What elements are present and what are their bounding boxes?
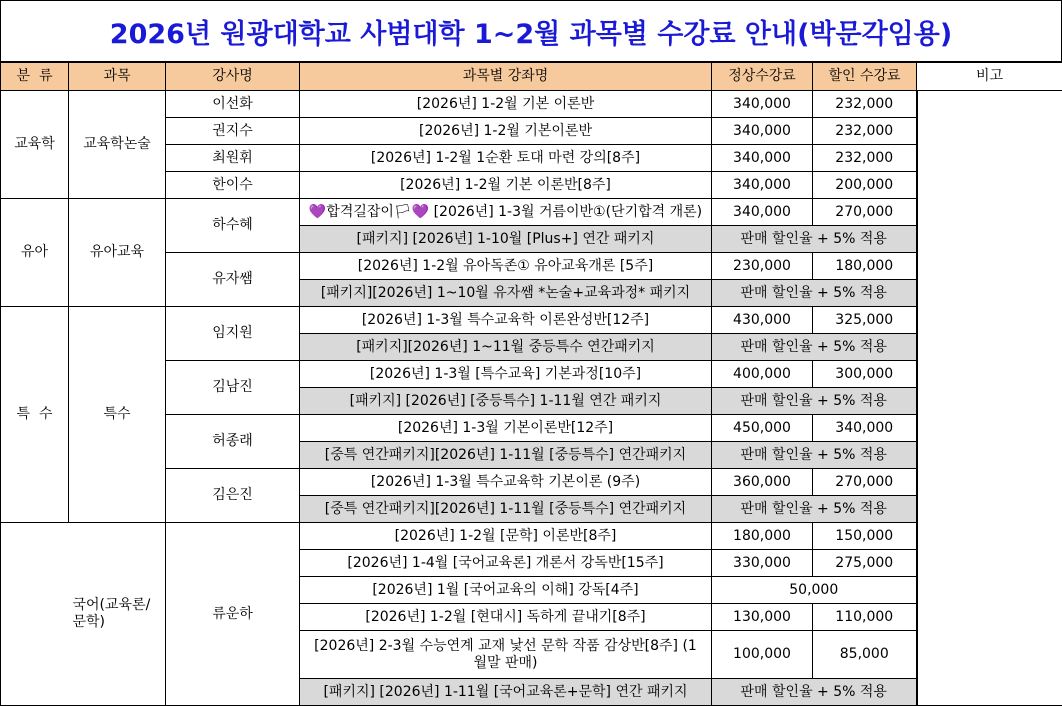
discount-rule-cell: 판매 할인율 + 5% 적용	[712, 226, 917, 253]
discount-fee-cell: 85,000	[813, 631, 917, 679]
instructor-cell: 하수혜	[166, 199, 300, 253]
header-row	[1, 63, 1062, 91]
discount-fee-cell: 232,000	[813, 91, 917, 118]
instructor-cell: 류운하	[166, 523, 300, 706]
category-cell: 특 수	[1, 307, 69, 523]
regular-fee-cell: 430,000	[712, 307, 813, 334]
course-cell: [패키지] [2026년] [중등특수] 1-11월 연간 패키지	[300, 388, 712, 415]
course-cell: [2026년] 1-2월 기본 이론반	[300, 91, 712, 118]
discount-fee-cell: 232,000	[813, 145, 917, 172]
course-cell: [2026년] 1-3월 [특수교육] 기본과정[10주]	[300, 361, 712, 388]
course-cell: [2026년] 1-3월 기본이론반[12주]	[300, 415, 712, 442]
category-cell: 유아	[1, 199, 69, 307]
discount-fee-cell: 300,000	[813, 361, 917, 388]
category-cell	[1, 523, 69, 706]
regular-fee-cell: 340,000	[712, 145, 813, 172]
fee-table	[0, 62, 1062, 706]
table-row	[1, 523, 1062, 550]
discount-rule-cell: 판매 할인율 + 5% 적용	[712, 496, 917, 523]
instructor-cell: 권지수	[166, 118, 300, 145]
subject-cell: 교육학논술	[69, 91, 166, 199]
regular-fee-cell: 340,000	[712, 118, 813, 145]
discount-rule-cell: 판매 할인율 + 5% 적용	[712, 442, 917, 469]
regular-fee-cell: 340,000	[712, 199, 813, 226]
course-cell: [패키지] [2026년] 1-11월 [국어교육론+문학] 연간 패키지	[300, 679, 712, 706]
course-cell: [2026년] 1-2월 [현대시] 독하게 끝내기[8주]	[300, 604, 712, 631]
header-category: 분 류	[1, 63, 69, 91]
course-cell: [중특 연간패키지][2026년] 1-11월 [중등특수] 연간패키지	[300, 496, 712, 523]
discount-fee-cell: 180,000	[813, 253, 917, 280]
table-row	[1, 199, 1062, 226]
course-cell: [2026년] 1-4월 [국어교육론] 개론서 강독반[15주]	[300, 550, 712, 577]
regular-fee-cell: 130,000	[712, 604, 813, 631]
regular-fee-cell: 230,000	[712, 253, 813, 280]
course-cell: [2026년] 2-3월 수능연계 교재 낯선 문학 작품 감상반[8주] (1월말 판매)	[300, 631, 712, 679]
course-cell: [2026년] 1-2월 기본 이론반[8주]	[300, 172, 712, 199]
regular-fee-cell: 450,000	[712, 415, 813, 442]
header-instructor: 강사명	[166, 63, 300, 91]
subject-cell: 국어(교육론/ 문학)	[69, 523, 166, 706]
discount-rule-cell: 판매 할인율 + 5% 적용	[712, 679, 917, 706]
instructor-cell: 김남진	[166, 361, 300, 415]
note-cell	[917, 91, 1062, 706]
instructor-cell: 이선화	[166, 91, 300, 118]
course-cell: [2026년] 1-3월 특수교육학 이론완성반[12주]	[300, 307, 712, 334]
subject-cell: 특수	[69, 307, 166, 523]
instructor-cell: 한이수	[166, 172, 300, 199]
instructor-cell: 임지원	[166, 307, 300, 361]
regular-fee-cell: 330,000	[712, 550, 813, 577]
course-cell: [패키지][2026년] 1~10월 유자쌤 *논술+교육과정* 패키지	[300, 280, 712, 307]
table-row	[1, 91, 1062, 118]
instructor-cell: 허종래	[166, 415, 300, 469]
discount-fee-cell: 270,000	[813, 199, 917, 226]
regular-fee-cell: 340,000	[712, 91, 813, 118]
course-cell: [패키지] [2026년] 1-10월 [Plus+] 연간 패키지	[300, 226, 712, 253]
discount-fee-cell: 200,000	[813, 172, 917, 199]
header-regular-fee: 정상수강료	[712, 63, 813, 91]
course-cell: [2026년] 1월 [국어교육의 이해] 강독[4주]	[300, 577, 712, 604]
header-course: 과목별 강좌명	[300, 63, 712, 91]
table-row	[1, 307, 1062, 334]
discount-fee-cell: 325,000	[813, 307, 917, 334]
fee-cell: 50,000	[712, 577, 917, 604]
course-cell: [중특 연간패키지][2026년] 1-11월 [중등특수] 연간패키지	[300, 442, 712, 469]
discount-fee-cell: 110,000	[813, 604, 917, 631]
discount-fee-cell: 270,000	[813, 469, 917, 496]
course-cell: [2026년] 1-2월 유아독존① 유아교육개론 [5주]	[300, 253, 712, 280]
regular-fee-cell: 400,000	[712, 361, 813, 388]
regular-fee-cell: 340,000	[712, 172, 813, 199]
instructor-cell: 유자쌤	[166, 253, 300, 307]
regular-fee-cell: 360,000	[712, 469, 813, 496]
regular-fee-cell: 100,000	[712, 631, 813, 679]
course-cell: [2026년] 1-2월 1순환 토대 마련 강의[8주]	[300, 145, 712, 172]
course-cell: [패키지][2026년] 1~11월 중등특수 연간패키지	[300, 334, 712, 361]
regular-fee-cell: 180,000	[712, 523, 813, 550]
discount-fee-cell: 275,000	[813, 550, 917, 577]
header-subject: 과목	[69, 63, 166, 91]
header-discount-fee: 할인 수강료	[813, 63, 917, 91]
discount-rule-cell: 판매 할인율 + 5% 적용	[712, 280, 917, 307]
course-cell: [2026년] 1-2월 [문학] 이론반[8주]	[300, 523, 712, 550]
discount-rule-cell: 판매 할인율 + 5% 적용	[712, 388, 917, 415]
course-cell: 💜합격길잡이🏳💜 [2026년] 1-3월 거름이반①(단기합격 개론)	[300, 199, 712, 226]
page-title: 2026년 원광대학교 사범대학 1~2월 과목별 수강료 안내(박문각임용)	[0, 0, 1062, 62]
course-cell: [2026년] 1-2월 기본이론반	[300, 118, 712, 145]
discount-fee-cell: 340,000	[813, 415, 917, 442]
instructor-cell: 김은진	[166, 469, 300, 523]
discount-rule-cell: 판매 할인율 + 5% 적용	[712, 334, 917, 361]
subject-cell: 유아교육	[69, 199, 166, 307]
instructor-cell: 최원휘	[166, 145, 300, 172]
discount-fee-cell: 150,000	[813, 523, 917, 550]
header-note: 비고	[917, 63, 1062, 91]
discount-fee-cell: 232,000	[813, 118, 917, 145]
category-cell: 교육학	[1, 91, 69, 199]
course-cell: [2026년] 1-3월 특수교육학 기본이론 (9주)	[300, 469, 712, 496]
